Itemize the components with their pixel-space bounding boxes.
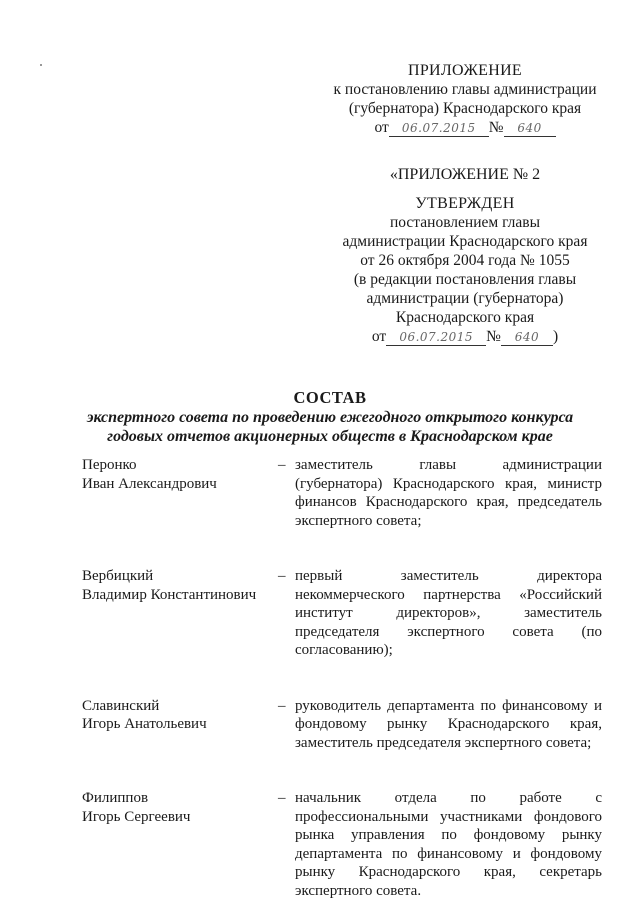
member-surname: Вербицкий bbox=[82, 568, 154, 584]
number-blank bbox=[504, 120, 556, 137]
date-blank bbox=[389, 120, 489, 137]
document-title bbox=[60, 388, 600, 446]
title-main: СОСТАВ bbox=[293, 388, 367, 407]
appendix-1-line: (губернатора) Краснодарского края bbox=[348, 100, 582, 117]
member-name bbox=[82, 567, 272, 604]
approved-heading: УТВЕРЖДЕН bbox=[415, 195, 515, 212]
member-given-names: Иван Александрович bbox=[82, 475, 217, 492]
appendix-1-date-line bbox=[330, 118, 600, 137]
handwritten-number: 640 bbox=[514, 330, 540, 344]
date-blank bbox=[386, 329, 486, 346]
member-role: руководитель департамента по финансовому и фондовому рынку Краснодарского края, заместитель председателя экспертного совета; bbox=[295, 697, 602, 751]
appendix-2-date-line bbox=[330, 327, 600, 346]
appendix-2-line: от 26 октября 2004 года № 1055 bbox=[360, 252, 570, 269]
handwritten-date: 06.07.2015 bbox=[399, 330, 474, 344]
title-sub-line: годовых отчетов акционерных обществ в Краснодарском крае bbox=[107, 428, 553, 445]
member-name bbox=[82, 697, 272, 734]
date-prefix: от bbox=[374, 119, 389, 136]
closing-paren: ) bbox=[552, 328, 559, 345]
handwritten-number: 640 bbox=[517, 121, 542, 135]
appendix-2-heading: «ПРИЛОЖЕНИЕ № 2 bbox=[389, 166, 541, 183]
appendix-2-line: администрации (губернатора) bbox=[366, 290, 564, 307]
member-given-names: Владимир Константинович bbox=[82, 586, 257, 603]
title-sub-line: экспертного совета по проведению ежегодного открытого конкурса bbox=[86, 409, 574, 426]
number-prefix: № bbox=[486, 328, 501, 345]
appendix-1-heading: ПРИЛОЖЕНИЕ bbox=[407, 62, 522, 79]
appendix-2-line: (в редакции постановления главы bbox=[353, 271, 577, 288]
member-row bbox=[82, 697, 602, 753]
member-dash: – bbox=[278, 790, 286, 806]
appendix-2-line: Краснодарского края bbox=[395, 309, 535, 326]
scan-speck bbox=[40, 64, 42, 66]
member-row bbox=[82, 567, 602, 660]
number-blank bbox=[501, 329, 553, 346]
member-dash: – bbox=[278, 697, 286, 714]
handwritten-date: 06.07.2015 bbox=[401, 121, 476, 135]
member-role: начальник отдела по работе с профессиональными участниками фондового рынка управления по фондовому рынку департамента по финансовому и фондовому рынку Краснодарского края, секретарь экспертного совета. bbox=[295, 790, 602, 899]
member-name bbox=[82, 456, 272, 493]
member-given-names: Игорь Анатольевич bbox=[82, 716, 207, 732]
date-prefix: от bbox=[371, 328, 387, 345]
appendix-2-block bbox=[330, 165, 600, 346]
member-surname: Перонко bbox=[82, 457, 137, 473]
member-surname: Филиппов bbox=[82, 790, 149, 806]
appendix-1-line: к постановлению главы администрации bbox=[333, 81, 597, 98]
member-surname: Славинский bbox=[82, 697, 160, 714]
appendix-1-block bbox=[330, 61, 600, 137]
appendix-2-line: постановлением главы bbox=[390, 214, 540, 231]
member-row bbox=[82, 456, 602, 530]
member-name bbox=[82, 789, 272, 826]
members-list bbox=[82, 456, 602, 900]
member-dash: – bbox=[278, 568, 286, 584]
member-given-names: Игорь Сергеевич bbox=[82, 808, 191, 825]
number-prefix: № bbox=[488, 119, 504, 136]
member-role: заместитель главы администрации (губернатора) Краснодарского края, министр финансов Краснодарского края, председатель экспертного совета; bbox=[295, 457, 602, 529]
appendix-2-line: администрации Краснодарского края bbox=[342, 233, 588, 250]
member-role: первый заместитель директора некоммерческого партнерства «Российский институт директоров», заместитель председателя экспертного совета (по согласованию); bbox=[295, 568, 602, 658]
member-dash: – bbox=[278, 457, 286, 473]
member-row bbox=[82, 789, 602, 900]
